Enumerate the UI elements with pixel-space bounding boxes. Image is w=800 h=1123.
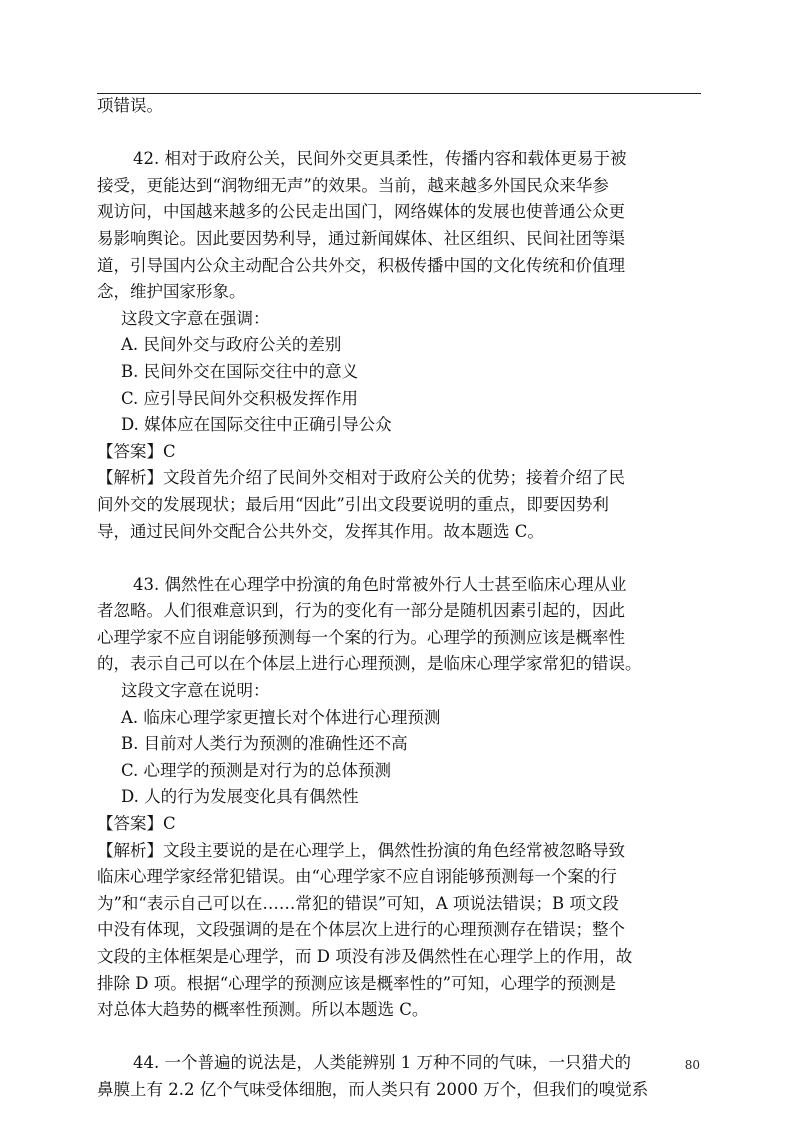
text-line: 的，表示自己可以在个体层上进行心理预测，是临床心理学家常犯的错误。 (97, 654, 642, 674)
text-line: 接受，更能达到“润物细无声”的效果。当前，越来越多外国民众来华参 (97, 175, 609, 195)
text-line: 42. 相对于政府公关，民间外交更具柔性，传播内容和载体更易于被 (133, 149, 627, 169)
text-line: 【解析】文段首先介绍了民间外交相对于政府公关的优势；接着介绍了民 (97, 468, 625, 488)
text-line: 临床心理学家经常犯错误。由“心理学家不应自诩能够预测每一个案的行 (97, 867, 617, 887)
text-line: 念，维护国家形象。 (97, 282, 246, 302)
text-line: 【解析】文段主要说的是在心理学上，偶然性扮演的角色经常被忽略导致 (97, 840, 625, 860)
text-line: 43. 偶然性在心理学中扮演的角色时常被外行人士甚至临床心理从业 (133, 574, 627, 594)
text-line: C. 应引导民间外交积极发挥作用 (121, 388, 359, 408)
text-line: 这段文字意在强调： (121, 308, 270, 328)
text-line: C. 心理学的预测是对行为的总体预测 (121, 760, 392, 780)
document-body (97, 93, 701, 1104)
text-line: B. 目前对人类行为预测的准确性还不高 (121, 734, 408, 754)
paragraph-gap (97, 1024, 701, 1051)
text-line: B. 民间外交在国际交往中的意义 (121, 361, 359, 381)
text-line: 道，引导国内公众主动配合公共外交，积极传播中国的文化传统和价值理 (97, 255, 625, 275)
text-line: 【答案】C (97, 814, 176, 834)
text-line: 观访问，中国越来越多的公民走出国门，网络媒体的发展也使普通公众更 (97, 202, 625, 222)
text-line: 文段的主体框架是心理学，而 D 项没有涉及偶然性在心理学上的作用，故 (97, 947, 633, 966)
text-line: 为”和“表示自己可以在……常犯的错误”可知，A 项说法错误；B 项文段 (97, 893, 619, 913)
text-line: D. 人的行为发展变化具有偶然性 (121, 787, 359, 807)
text-line: 这段文字意在说明： (121, 681, 270, 701)
text-line: A. 临床心理学家更擅长对个体进行心理预测 (121, 707, 441, 727)
text-line: 者忽略。人们很难意识到，行为的变化有一部分是随机因素引起的，因此 (97, 601, 625, 621)
paragraph-gap (97, 545, 701, 572)
text-line: 易影响舆论。因此要因势利导，通过新闻媒体、社区组织、民间社团等渠 (97, 228, 625, 248)
text-line: 心理学家不应自诩能够预测每一个案的行为。心理学的预测应该是概率性 (97, 627, 625, 647)
text-line: D. 媒体应在国际交往中正确引导公众 (121, 415, 392, 435)
text-line: 导，通过民间外交配合公共外交，发挥其作用。故本题选 C。 (97, 521, 544, 541)
text-line: 中没有体现，文段强调的是在个体层次上进行的心理预测存在错误；整个 (97, 920, 625, 940)
paragraph-gap (97, 120, 701, 147)
text-line: 【答案】C (97, 441, 176, 461)
text-line: A. 民间外交与政府公关的差别 (121, 335, 342, 355)
text-line: 间外交的发展现状；最后用“因此”引出文段要说明的重点，即要因势利 (97, 494, 609, 514)
text-line: 44. 一个普遍的说法是，人类能辨别 1 万种不同的气味，一只猎犬的 (133, 1053, 631, 1073)
text-line: 鼻膜上有 2.2 亿个气味受体细胞，而人类只有 2000 万个，但我们的嗅觉系 (97, 1079, 649, 1099)
text-line: 项错误。 (97, 96, 163, 115)
text-line: 排除 D 项。根据“心理学的预测应该是概率性的”可知，心理学的预测是 (97, 973, 617, 993)
page-number: 80 (684, 1058, 700, 1072)
text-line: 对总体大趋势的概率性预测。所以本题选 C。 (97, 1000, 429, 1020)
